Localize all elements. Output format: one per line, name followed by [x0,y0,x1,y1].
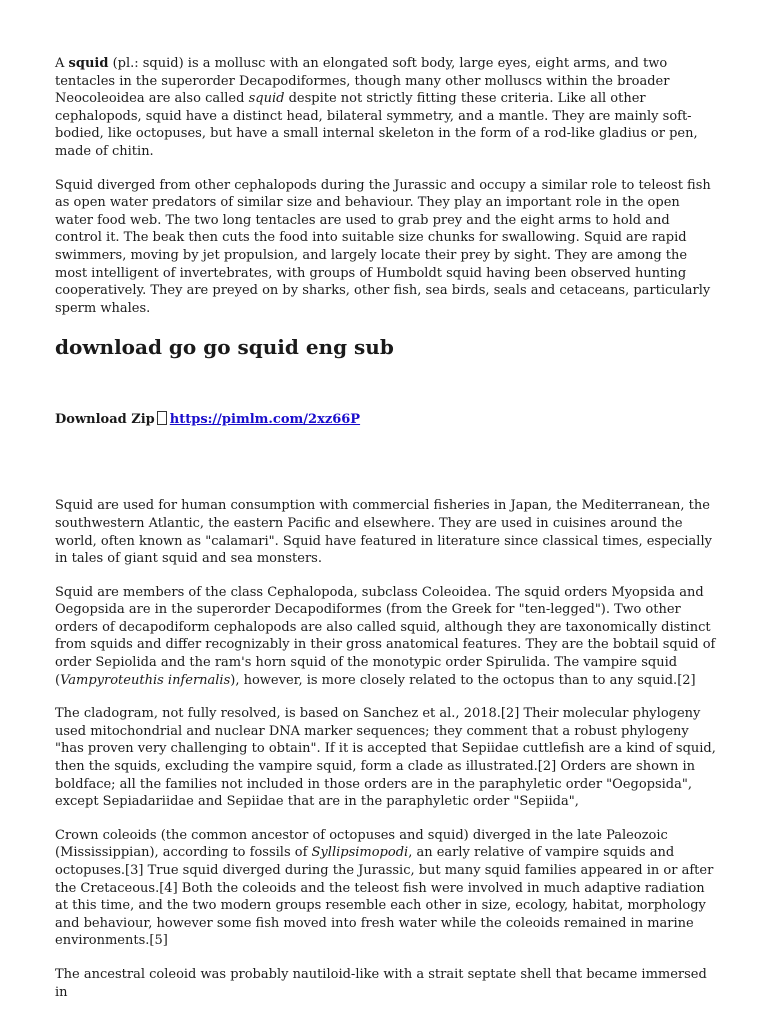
download-line [55,411,717,428]
fossils-text-1: Crown coleoids (the common ancestor of octopuses and squid) diverged in the late Paleozoic (Mississippian), according to fossils of [55,827,668,861]
paragraph-ancestral: The ancestral coleoid was probably nautiloid-like with a strait septate shell that became immersed in [55,966,707,1000]
taxonomy-text-2: ), however, is more closely related to the octopus than to any squid.[2] [230,672,696,688]
intro-text-1: (pl.: squid) is a mollusc with an elongated soft body, large eyes, eight arms, and two tentacles in the superorder Decapodiformes, though many other molluscs within the broader Neocoleoidea are also called [55,56,670,107]
document-page [55,55,717,1001]
intro-italic-term: squid [248,91,285,107]
paragraph-taxonomy [55,584,717,690]
taxonomy-text-1: Squid are members of the class Cephalopoda, subclass Coleoidea. The squid orders Myopsida and Oegopsida are in the superorder Decapodiformes (from the Greek for "ten-legged"). Two other orders of decapodiform cephalopods are also called squid, although they are taxonomically distinct from squids and differ recognizably in their gross anatomical features. They are the bobtail squid of order Sepiolida and the ram's horn squid of the monotypic order Spirulida. The vampire squid ( [55,584,716,688]
page-heading: download go go squid eng sub [55,335,394,360]
paragraph-evolution: Squid diverged from other cephalopods during the Jurassic and occupy a similar role to teleost fish as open water predators of similar size and behaviour. They play an important role in the open water food web. The two long tentacles are used to grab prey and the eight arms to hold and control it. The beak then cuts the food into suitable size chunks for swallowing. Squid are rapid swimmers, moving by jet propulsion, and largely locate their prey by sight. They are among the most intelligent of invertebrates, with groups of Humboldt squid having been observed hunting cooperatively. They are preyed on by sharks, other fish, sea birds, seals and cetaceans, particularly sperm whales. [55,177,711,316]
download-label: Download Zip [55,412,155,428]
paragraph-cladogram: The cladogram, not fully resolved, is based on Sanchez et al., 2018.[2] Their molecular phylogeny used mitochondrial and nuclear DNA marker sequences; they comment that a robust phylogeny "has proven very challenging to obtain". If it is accepted that Sepiidae cuttlefish are a kind of squid, then the squids, excluding the vampire squid, form a clade as illustrated.[2] Orders are shown in boldface; all the families not included in those orders are in the paraphyletic order "Oegopsida", except Sepiadariidae and Sepiidae that are in the paraphyletic order "Sepiida", [55,706,716,810]
placeholder-glyph-icon [157,411,167,425]
download-link[interactable]: https://pimlm.com/2xz66P [169,412,361,428]
fossils-italic: Syllipsimopodi [311,845,409,861]
fossils-text-2: , an early relative of vampire squids and octopuses.[3] True squid diverged during the Jurassic, but many squid families appeared in or after the Cretaceous.[4] Both the coleoids and the teleost fish were involved in much adaptive radiation at this time, and the two modern groups resemble each other in size, ecology, habitat, morphology and behaviour, however some fish moved into fresh water while the coleoids remained in marine environments.[5] [55,845,714,949]
paragraph-fossils [55,827,717,950]
intro-paragraph [55,55,717,161]
paragraph-consumption: Squid are used for human consumption with commercial fisheries in Japan, the Mediterranean, the southwestern Atlantic, the eastern Pacific and elsewhere. They are used in cuisines around the world, often known as "calamari". Squid have featured in literature since classical times, especially in tales of giant squid and sea monsters. [55,498,712,567]
intro-lead: A [55,56,65,71]
taxonomy-italic: Vampyroteuthis infernalis [60,672,231,688]
intro-term: squid [68,56,109,71]
intro-text-2: despite not strictly fitting these criteria. Like all other cephalopods, squid have a distinct head, bilateral symmetry, and a mantle. They are mainly soft-bodied, like octopuses, but have a small internal skeleton in the form of a rod-like gladius or pen, made of chitin. [55,91,698,159]
